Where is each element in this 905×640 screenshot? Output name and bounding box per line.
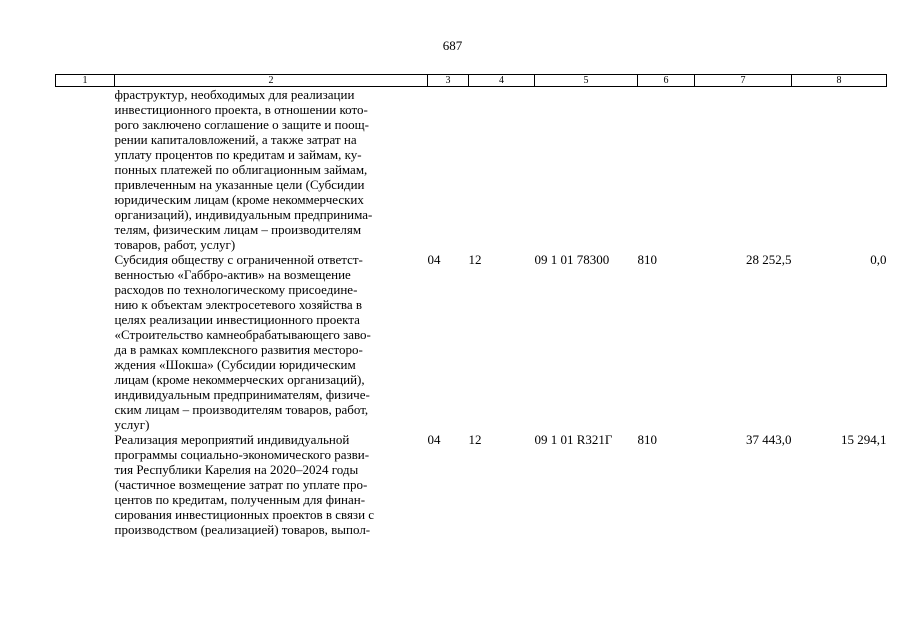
column-header: 4 <box>469 75 535 87</box>
page-number: 687 <box>442 38 463 53</box>
cell-subsection: 12 <box>468 432 482 447</box>
cell-amount: 28 252,5 <box>746 252 792 267</box>
cell-subsection <box>469 87 535 253</box>
table-row <box>56 252 887 432</box>
budget-table <box>55 74 887 537</box>
column-header: 2 <box>115 75 428 87</box>
column-header: 7 <box>695 75 792 87</box>
column-header: 1 <box>56 75 115 87</box>
column-number-row <box>56 75 887 87</box>
cell-description: Реализация мероприятий индивидуальной программы социально-экономического разви- тия Республики Карелия на 2020–2024 годы (частичное возмещение затрат по уплате про- центов по кредитам, полученным для финан- сирования инвестиционных проектов в связи с производством (реализацией) товаров, выпол- <box>114 432 375 537</box>
cell-section <box>428 87 469 253</box>
cell-amount: 37 443,0 <box>746 432 792 447</box>
column-header: 8 <box>792 75 887 87</box>
cell-col1 <box>56 87 115 253</box>
cell-amount <box>695 87 792 253</box>
cell-description: Субсидия обществу с ограниченной ответст- венностью «Габбро-актив» на возмещение расходов по технологическому присоедине- нию к объектам электросетевого хозяйства в целях реализации инвестиционного проекта «Строительство камнеобрабатывающего заво- да в рамках комплексного развития месторо- ждения «Шокша» (Субсидии юридическим лицам (кроме некоммерческих организаций), индивидуальным предпринимателям, физиче- ским лицам – производителям товаров, работ, услуг) <box>114 252 371 432</box>
cell-amount-extra <box>792 87 887 253</box>
cell-section: 04 <box>427 252 441 267</box>
table-row <box>56 87 887 253</box>
column-header: 5 <box>535 75 638 87</box>
cell-expense-type <box>638 87 695 253</box>
cell-amount-extra: 0,0 <box>870 252 887 267</box>
cell-expense-type: 810 <box>637 432 657 447</box>
cell-subsection: 12 <box>468 252 482 267</box>
cell-target-article: 09 1 01 R321Г <box>534 432 613 447</box>
column-header: 3 <box>428 75 469 87</box>
cell-amount-extra: 15 294,1 <box>841 432 887 447</box>
column-header: 6 <box>638 75 695 87</box>
cell-col1 <box>56 252 115 432</box>
cell-description: фраструктур, необходимых для реализации инвестиционного проекта, в отношении кото- рого заключено соглашение о защите и поощ- рении капиталовложений, а также затрат на уплату процентов по кредитам и займам, ку- понных платежей по облигационным займам, привлеченным на указанные цели (Субсидии юридическим лицам (кроме некоммерческих организаций), индивидуальным предпринима- телям, физическим лицам – производителям товаров, работ, услуг) <box>114 87 373 252</box>
cell-target-article <box>535 87 638 253</box>
table-row <box>56 432 887 537</box>
cell-expense-type: 810 <box>637 252 657 267</box>
cell-col1 <box>56 432 115 537</box>
cell-section: 04 <box>427 432 441 447</box>
cell-target-article: 09 1 01 78300 <box>534 252 610 267</box>
